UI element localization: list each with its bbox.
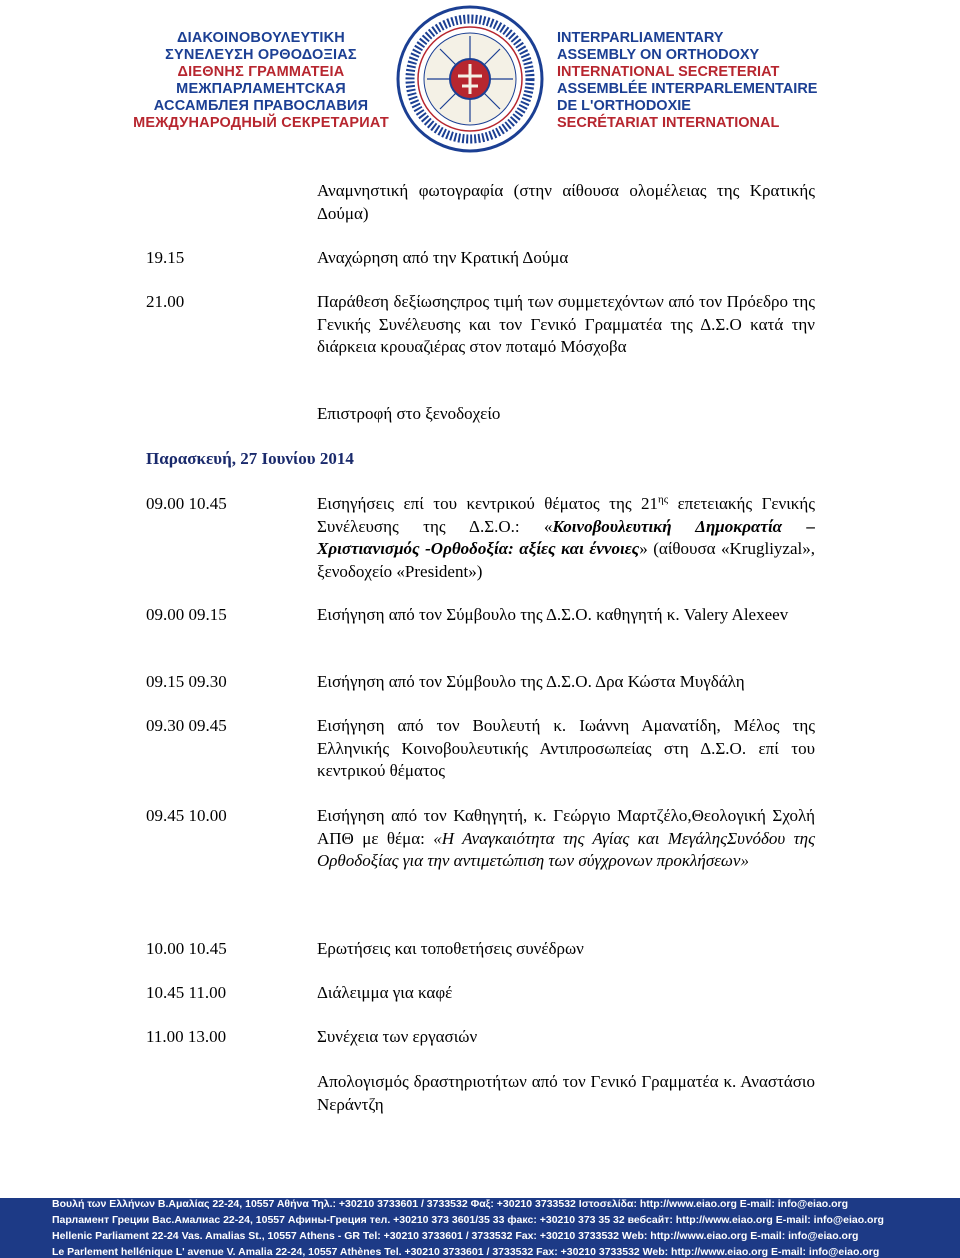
intro-photo-text: Αναμνηστική φωτογραφία (στην αίθουσα ολομέλειας της Κρατικής Δούμα) bbox=[317, 181, 815, 223]
item-0900-theme: Κοινοβουλευτική Δημοκρατία – Χριστιανισμός -Ορθοδοξία: αξίες και έννοιες bbox=[317, 516, 815, 558]
time-0915-0930: 09.15 09.30 bbox=[146, 672, 227, 691]
time-2100: 21.00 bbox=[146, 292, 185, 311]
item-0930-0945: Εισήγηση από τον Βουλευτή κ. Ιωάννη Αμανατίδη, Μέλος της Ελληνικής Κοινοβουλευτικής Αντιπροσωπείας στη Δ.Σ.Ο. επί του κεντρικού θέματος bbox=[317, 716, 815, 780]
header-left-title bbox=[130, 30, 392, 132]
item-0900-text-b: επετειακής Γενικής Συνέλευσης της Δ.Σ.Ο.: « bbox=[317, 494, 815, 536]
time-0900-1045: 09.00 10.45 bbox=[146, 494, 227, 513]
item-0945-text: Εισήγηση από τον Καθηγητή, κ. Γεώργιο Μαρτζέλο,Θεολογική Σχολή ΑΠΘ με θέμα: bbox=[317, 806, 815, 848]
header-left-line: ΔΙΑΚΟΙΝΟΒΟΥΛΕΥΤΙΚΗ bbox=[177, 30, 345, 46]
item-0945-theme: «Η Αναγκαιότητα της Αγίας και ΜεγάληςΣυνόδου της Ορθοδοξίας για την αντιμετώπιση των σύγχρονων προκλήσεων» bbox=[317, 828, 815, 870]
item-0945-1000 bbox=[317, 805, 815, 873]
time-1045-1100: 10.45 11.00 bbox=[146, 983, 227, 1002]
header-left-line: ΔΙΕΘΝΗΣ ΓΡΑΜΜΑΤΕΙΑ bbox=[177, 64, 345, 80]
final-report: Απολογισμός δραστηριοτήτων από τον Γενικό Γραμματέα κ. Αναστάσιο Νεράντζη bbox=[317, 1072, 815, 1114]
item-1000-1045: Ερωτήσεις και τοποθετήσεις συνέδρων bbox=[317, 939, 584, 958]
time-0900-0915: 09.00 09.15 bbox=[146, 605, 227, 624]
footer-line-greek: Βουλή των Ελλήνων Β.Αμαλίας 22-24, 10557 Αθήνα Τηλ.: +30210 3733601 / 3733532 Φαξ: +30210 3733532 Ιστοσελίδα: http://www.eiao.org E-mail: info@eiao.org bbox=[52, 1198, 849, 1210]
header-right-line: INTERNATIONAL SECRETERIAT bbox=[557, 64, 780, 80]
item-0900-text-c: » (αίθουσα «Krugliyzal», ξενοδοχείο «President») bbox=[317, 539, 815, 581]
footer-line-french: Le Parlement hellénique L' avenue V. Amalia 22-24, 10557 Athènes Tel. +30210 3733601 / 3733532 Fax: +30210 3733532 Web: http://www.eiao.org E-mail: info@eiao.org bbox=[52, 1246, 880, 1258]
header-right-line: INTERPARLIAMENTARY bbox=[557, 30, 724, 46]
return-hotel: Επιστροφή στο ξενοδοχείο bbox=[317, 404, 501, 423]
item-1100-1300: Συνέχεια των εργασιών bbox=[317, 1027, 478, 1046]
header-right-line: DE L'ORTHODOXIE bbox=[557, 98, 691, 114]
time-0930-0945: 09.30 09.45 bbox=[146, 716, 227, 735]
footer-contact-bar bbox=[0, 1198, 960, 1258]
item-0900-text-a: Εισηγήσεις επί του κεντρικού θέματος της 21 bbox=[317, 494, 659, 513]
item-0900-sup: ης bbox=[658, 493, 669, 506]
header-left-line: МЕЖПАРЛАМЕНТСКАЯ bbox=[176, 81, 346, 97]
time-1100-1300: 11.00 13.00 bbox=[146, 1027, 227, 1046]
footer-line-english: Hellenic Parliament 22-24 Vas. Amalias St., 10557 Athens - GR Tel: +30210 3733601 / 3733532 Fax: +30210 3733532 Web: http://www.eiao.org E-mail: info@eiao.org bbox=[52, 1230, 859, 1242]
assembly-seal-icon bbox=[395, 4, 545, 154]
header-right-line: SECRÉTARIAT INTERNATIONAL bbox=[557, 115, 780, 131]
footer-line-russian: Парламент Греции Вас.Амалиас 22-24, 10557 Афины-Греция тел. +30210 373 3601/35 33 факс: +30210 373 35 32 вебсайт: http://www.eiao.org E-mail: info@eiao.org bbox=[52, 1214, 884, 1226]
time-1000-1045: 10.00 10.45 bbox=[146, 939, 227, 958]
item-1915: Αναχώρηση από την Κρατική Δούμα bbox=[317, 248, 569, 267]
item-0915-0930: Εισήγηση από τον Σύμβουλο της Δ.Σ.Ο. Δρα Κώστα Μυγδάλη bbox=[317, 672, 745, 691]
header-left-line: МЕЖДУНАРОДНЫЙ СЕКРЕТАРИАТ bbox=[133, 115, 389, 131]
time-1915: 19.15 bbox=[146, 248, 185, 267]
header-right-line: ASSEMBLY ON ORTHODOXY bbox=[557, 47, 760, 63]
header-right-line: ASSEMBLÉE INTERPARLEMENTAIRE bbox=[557, 81, 818, 97]
header-left-line: АССАМБЛЕЯ ПРАВОСЛАВИЯ bbox=[153, 98, 369, 114]
item-1045-1100: Διάλειμμα για καφέ bbox=[317, 983, 453, 1002]
time-0945-1000: 09.45 10.00 bbox=[146, 806, 227, 825]
item-2100: Παράθεση δεξίωσηςπρος τιμή των συμμετεχόντων από τον Πρόεδρο της Γενικής Συνέλευσης και τον Γενικό Γραμματέα της Δ.Σ.Ο κατά την διάρκεια κρουαζιέρας στον ποταμό Μόσχοβα bbox=[317, 292, 815, 356]
day-heading: Παρασκευή, 27 Ιουνίου 2014 bbox=[146, 449, 354, 468]
item-0900-1045 bbox=[317, 493, 815, 583]
item-0900-0915: Εισήγηση από τον Σύμβουλο της Δ.Σ.Ο. καθηγητή κ. Valery Alexeev bbox=[317, 605, 789, 624]
header-left-line: ΣΥΝΕΛΕΥΣΗ ΟΡΘΟΔΟΞΙΑΣ bbox=[165, 47, 357, 63]
header-right-title bbox=[557, 30, 857, 132]
